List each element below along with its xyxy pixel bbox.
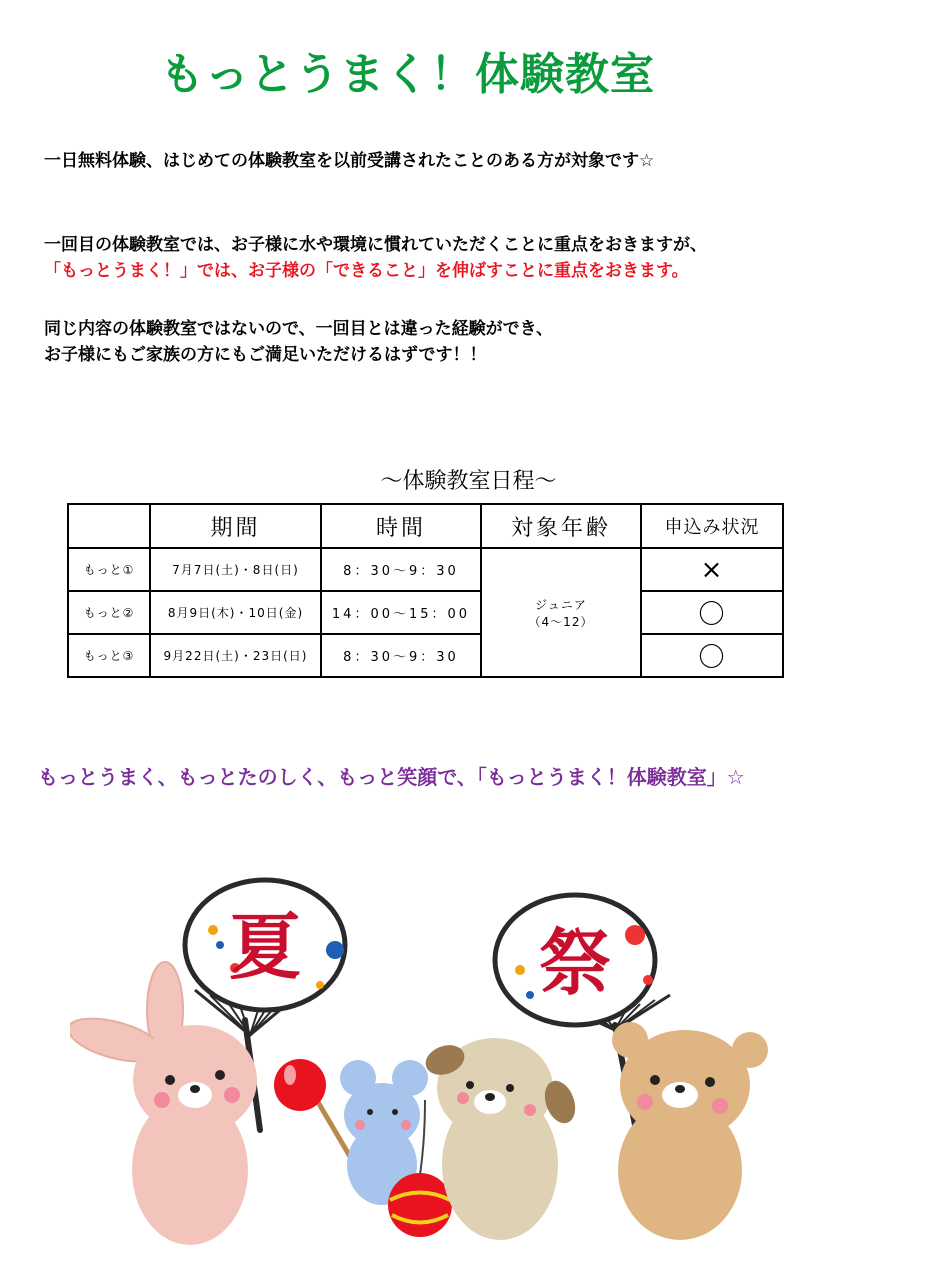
header-time: 時間 <box>321 504 481 548</box>
description-line-1: 一回目の体験教室では、お子様に水や環境に慣れていただくことに重点をおきますが、 <box>44 235 707 255</box>
tagline: もっとうまく、もっとたのしく、もっと笑顔で、「もっとうまく！体験教室」☆ <box>38 765 745 789</box>
table-row <box>68 548 783 591</box>
status-open: 〇 <box>641 591 783 634</box>
description-highlight: 「もっとうまく！」では、お子様の「できること」を伸ばすことに重点をおきます。 <box>44 261 689 281</box>
schedule-heading: ～体験教室日程～ <box>380 469 557 494</box>
page-title: もっとうまく！体験教室 <box>160 49 655 100</box>
target-age <box>481 548 641 677</box>
session-name: もっと③ <box>68 634 150 677</box>
table-row <box>68 634 783 677</box>
session-name: もっと① <box>68 548 150 591</box>
header-age: 対象年齢 <box>481 504 641 548</box>
header-period: 期間 <box>150 504 321 548</box>
header-empty <box>68 504 150 548</box>
fan-right-character: 祭 <box>538 920 612 1005</box>
session-time: 8：30～9：30 <box>321 634 481 677</box>
description-line-3: 同じ内容の体験教室ではないので、一回目とは違った経験ができ、 <box>44 319 553 339</box>
header-status: 申込み状況 <box>641 504 783 548</box>
fan-left-character: 夏 <box>228 904 302 989</box>
table-header-row <box>68 504 783 548</box>
bear-icon <box>612 1022 768 1240</box>
status-closed: × <box>641 548 783 591</box>
status-open: 〇 <box>641 634 783 677</box>
intro-text: 一日無料体験、はじめての体験教室を以前受講されたことのある方が対象です☆ <box>44 151 655 171</box>
schedule-table <box>67 503 784 678</box>
session-period: 7月7日(土)・8日(日) <box>150 548 321 591</box>
target-age-label: ジュニア <box>535 597 587 612</box>
summer-festival-illustration <box>70 870 790 1250</box>
session-period: 8月9日(木)・10日(金) <box>150 591 321 634</box>
session-period: 9月22日(土)・23日(日) <box>150 634 321 677</box>
session-time: 14：00～15：00 <box>321 591 481 634</box>
table-row <box>68 591 783 634</box>
session-name: もっと② <box>68 591 150 634</box>
session-time: 8：30～9：30 <box>321 548 481 591</box>
description-line-4: お子様にもご家族の方にもご満足いただけるはずです！！ <box>44 345 487 365</box>
target-age-range: （4～12） <box>528 614 594 629</box>
